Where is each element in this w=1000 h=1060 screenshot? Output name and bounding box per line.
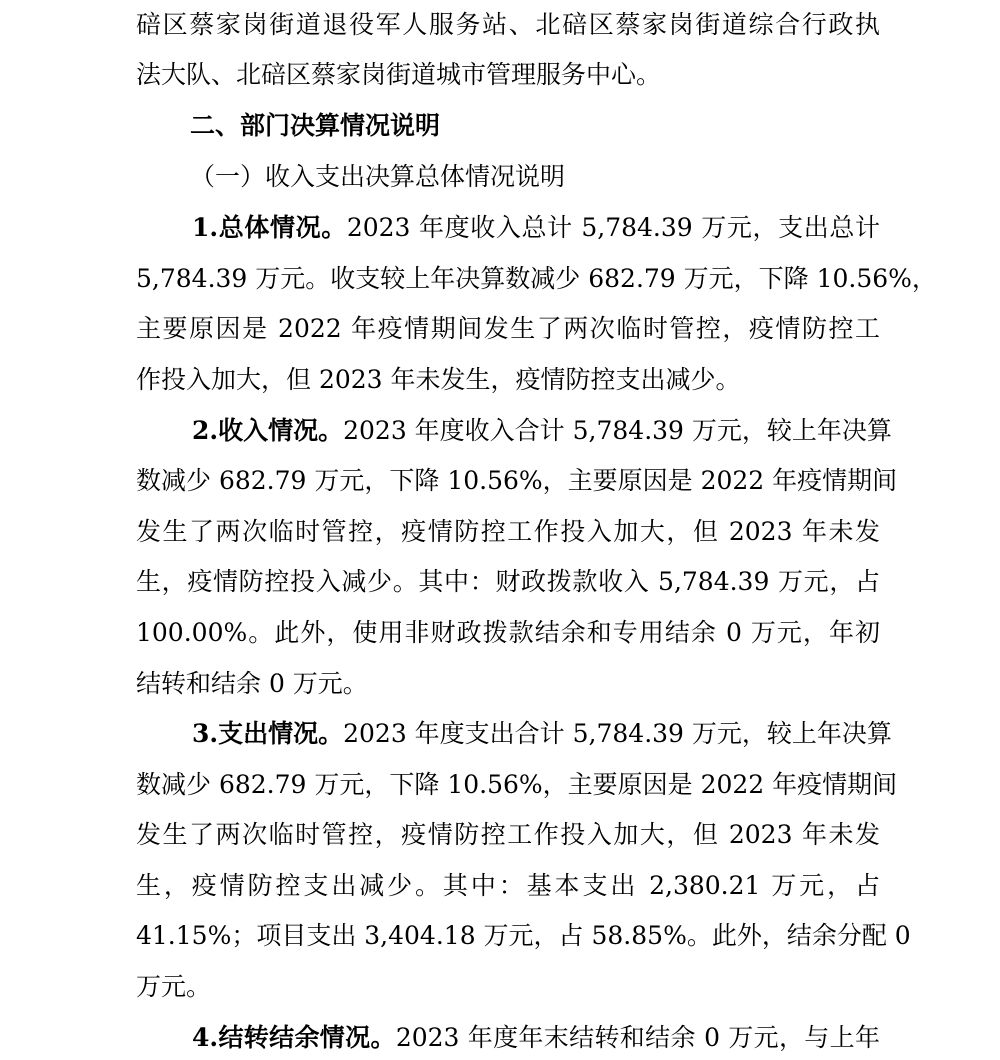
paragraph-line: 主要原因是 2022 年疫情期间发生了两次临时管控，疫情防控工 xyxy=(136,314,880,343)
paragraph-text: 2023 年度支出合计 5,784.39 万元，较上年决算 xyxy=(343,719,892,748)
paragraph-line: 100.00%。此外，使用非财政拨款结余和专用结余 0 万元，年初 xyxy=(136,618,880,647)
paragraph-line xyxy=(192,414,892,448)
paragraph-line xyxy=(192,1021,880,1055)
paragraph-line: 生，疫情防控投入减少。其中：财政拨款收入 5,784.39 万元，占 xyxy=(136,567,880,596)
paragraph-line: 生，疫情防控支出减少。其中：基本支出 2,380.21 万元，占 xyxy=(136,871,880,900)
paragraph-label: 1.总体情况。 xyxy=(192,213,347,242)
paragraph-line: 发生了两次临时管控，疫情防控工作投入加大，但 2023 年未发 xyxy=(136,820,880,849)
section-heading: 二、部门决算情况说明 xyxy=(190,111,441,140)
paragraph-line xyxy=(192,211,880,245)
paragraph-line: 发生了两次临时管控，疫情防控工作投入加大，但 2023 年未发 xyxy=(136,517,880,546)
subsection-heading: （一）收入支出决算总体情况说明 xyxy=(190,162,566,191)
paragraph-line: 万元。 xyxy=(136,972,212,1001)
paragraph-line: 数减少 682.79 万元，下降 10.56%，主要原因是 2022 年疫情期间 xyxy=(136,466,898,495)
paragraph-text: 2023 年度收入合计 5,784.39 万元，较上年决算 xyxy=(343,416,892,445)
paragraph-line: 结转和结余 0 万元。 xyxy=(136,669,368,698)
paragraph-line: 数减少 682.79 万元，下降 10.56%，主要原因是 2022 年疫情期间 xyxy=(136,770,898,799)
paragraph-text: 2023 年度收入总计 5,784.39 万元，支出总计 xyxy=(346,213,880,242)
text-line: 法大队、北碚区蔡家岗街道城市管理服务中心。 xyxy=(136,60,662,89)
paragraph-line xyxy=(192,717,892,751)
paragraph-text: 2023 年度年末结转和结余 0 万元，与上年 xyxy=(395,1023,880,1052)
text-line: 碚区蔡家岗街道退役军人服务站、北碚区蔡家岗街道综合行政执 xyxy=(136,10,880,39)
paragraph-line: 41.15%；项目支出 3,404.18 万元，占 58.85%。此外，结余分配 0 xyxy=(136,921,911,950)
paragraph-label: 4.结转结余情况。 xyxy=(192,1023,396,1052)
paragraph-label: 3.支出情况。 xyxy=(192,719,344,748)
paragraph-line: 5,784.39 万元。收支较上年决算数减少 682.79 万元，下降 10.56%， xyxy=(136,264,937,293)
paragraph-label: 2.收入情况。 xyxy=(192,416,344,445)
paragraph-line: 作投入加大，但 2023 年未发生，疫情防控支出减少。 xyxy=(136,365,741,394)
